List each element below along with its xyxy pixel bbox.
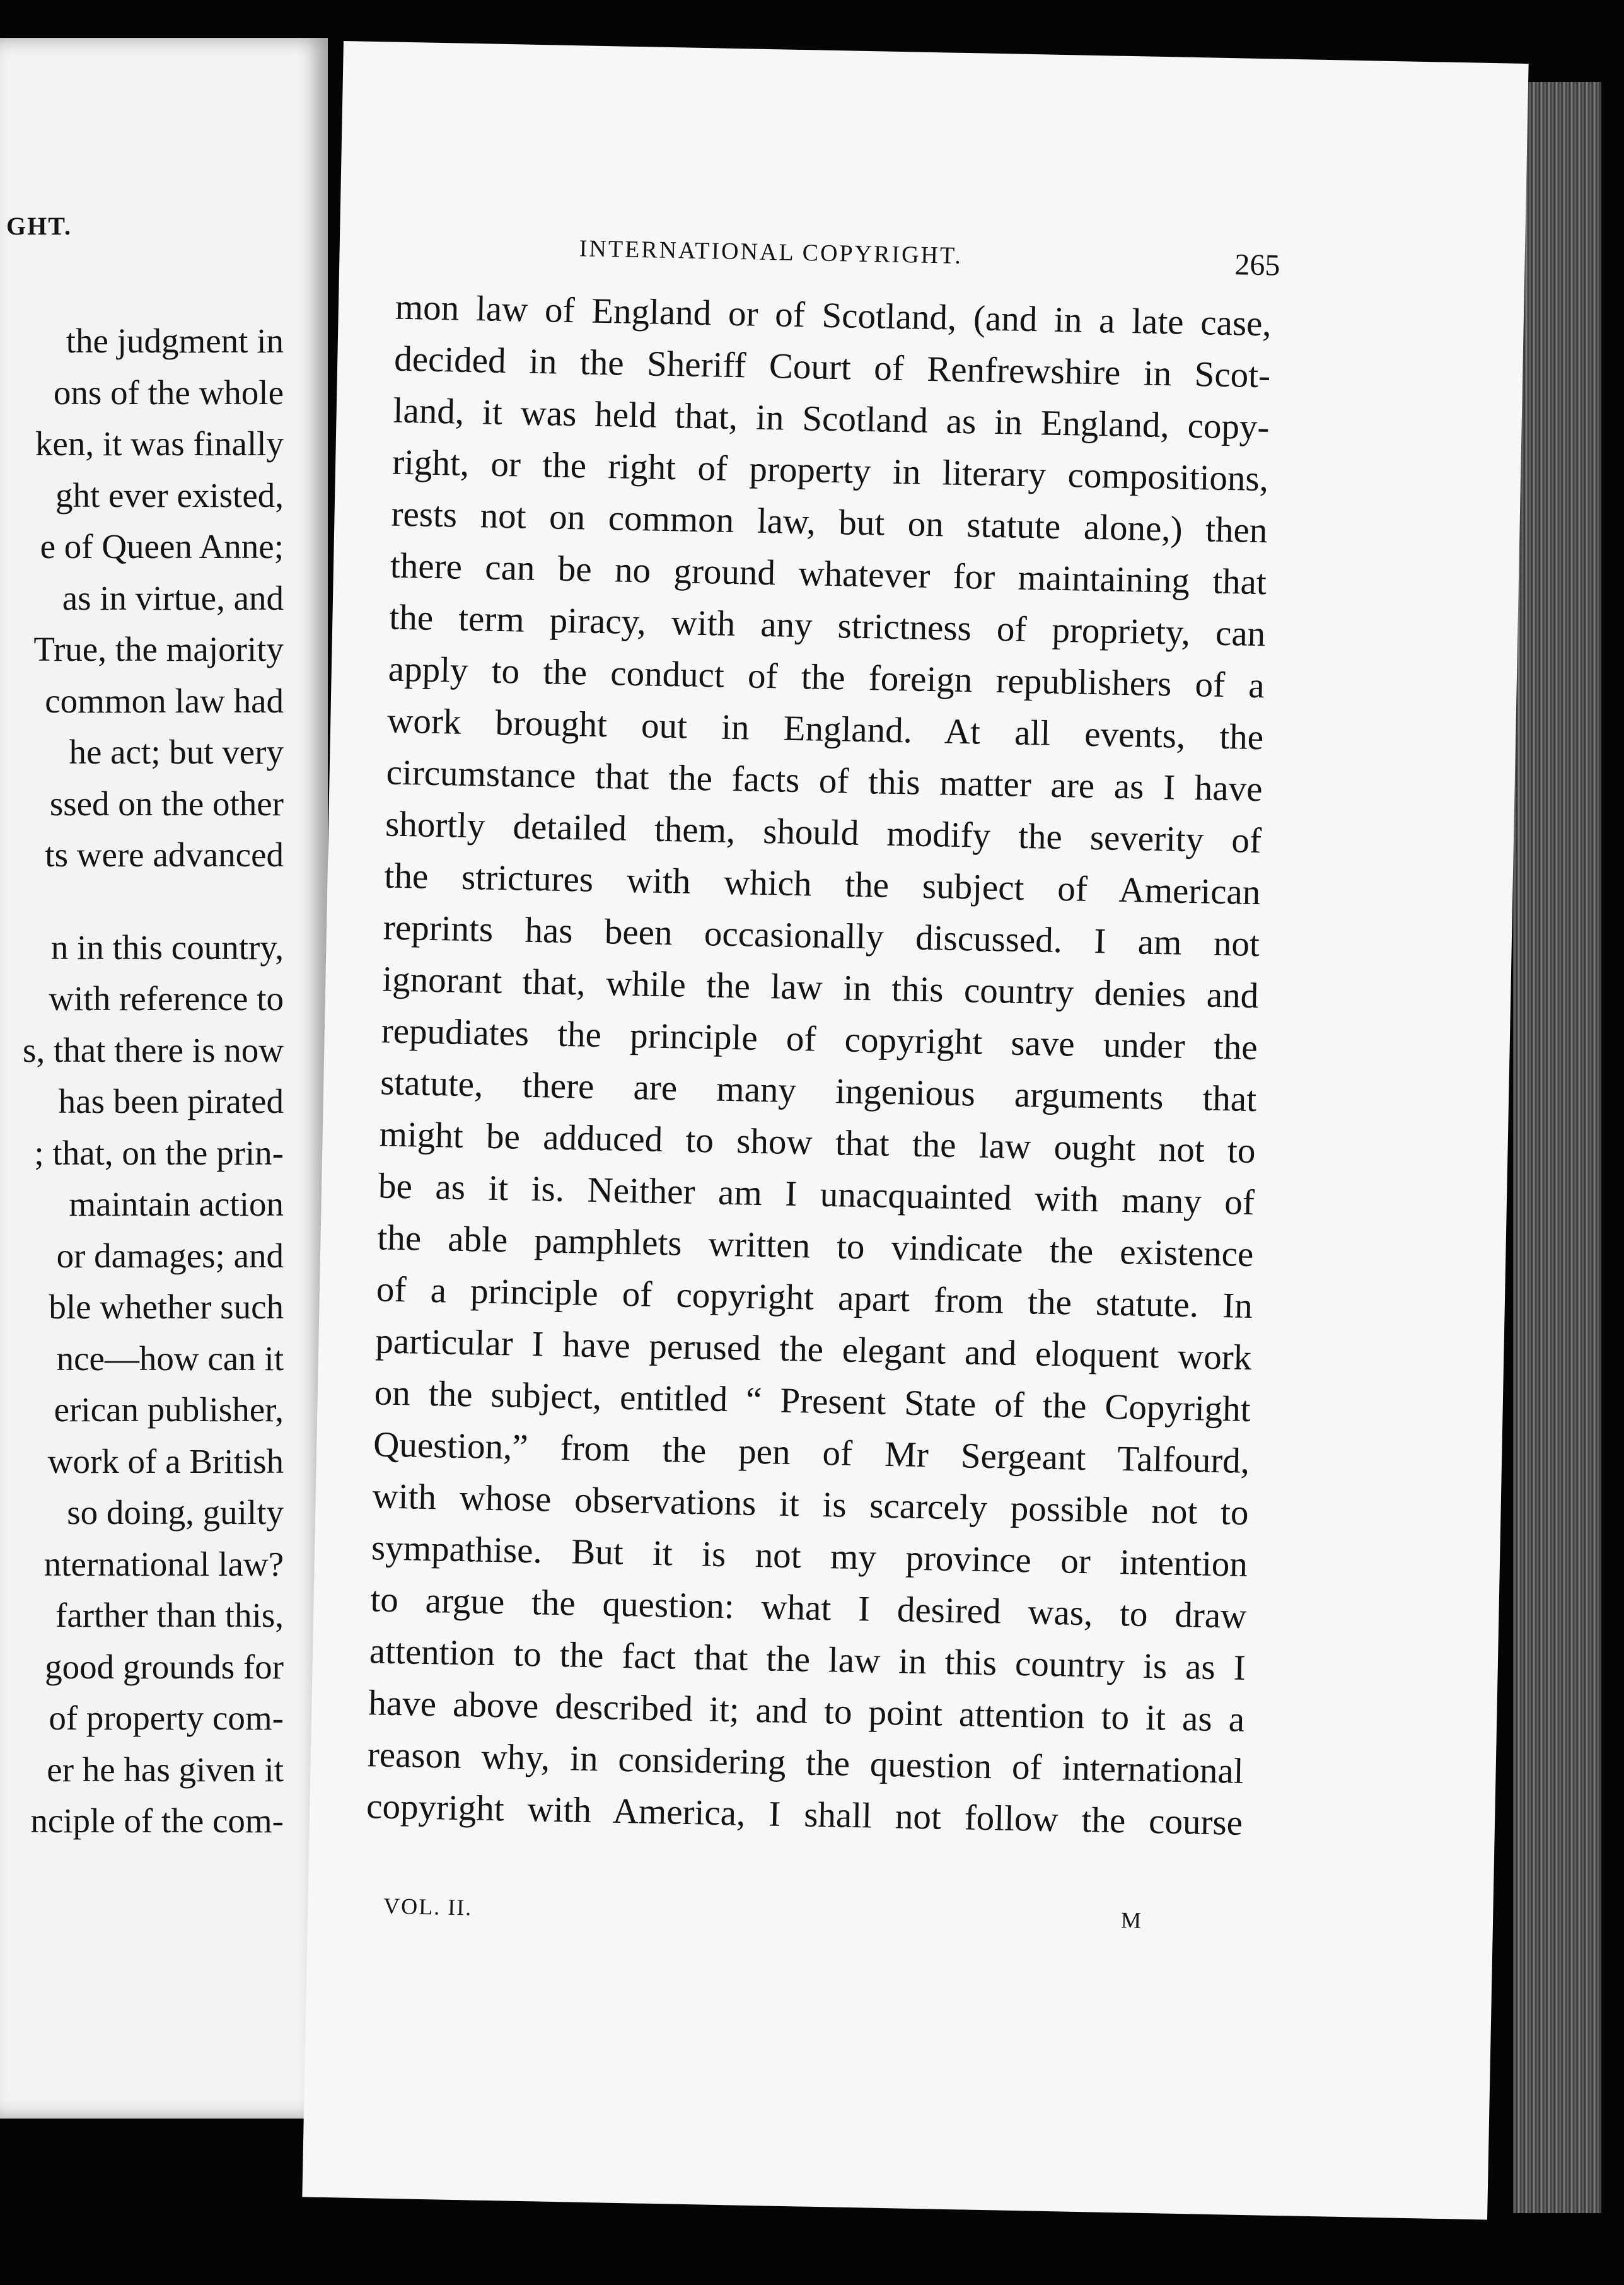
- text-line: circumstance that the facts of this matter are as I have: [386, 752, 1263, 810]
- text-line: statute, there are many ingenious arguments that: [380, 1062, 1257, 1120]
- signature-mark: M: [1120, 1907, 1142, 1933]
- text-line: the strictures with which the subject of American: [383, 856, 1261, 913]
- text-line: nce—how can it: [56, 1339, 284, 1378]
- text-line: Question,” from the pen of Mr Sergeant Talfourd,: [373, 1424, 1250, 1481]
- text-line: erican publisher,: [54, 1390, 284, 1429]
- text-line: with reference to: [49, 979, 284, 1018]
- text-line: on the subject, entitled “ Present State of the Copyright: [374, 1373, 1251, 1430]
- text-line: might be adduced to show that the law ought not to: [379, 1114, 1256, 1172]
- text-line: apply to the conduct of the foreign republishers of a: [388, 649, 1265, 706]
- text-line: work brought out in England. At all events, the: [386, 701, 1264, 758]
- text-line: s, that there is now: [23, 1030, 284, 1069]
- text-line: decided in the Sheriff Court of Renfrewshire in Scot-: [393, 339, 1271, 396]
- text-line: attention to the fact that the law in this country is as I: [369, 1631, 1246, 1688]
- text-line: ght ever existed,: [55, 475, 284, 515]
- text-line: e of Queen Anne;: [40, 527, 284, 566]
- text-line: ; that, on the prin-: [34, 1133, 284, 1172]
- text-line: sympathise. But it is not my province or intention: [371, 1528, 1248, 1584]
- text-line: nciple of the com-: [30, 1801, 284, 1840]
- text-line: with whose observations it is scarcely possible not to: [372, 1476, 1250, 1533]
- text-line: the able pamphlets written to vindicate the existence: [376, 1218, 1254, 1275]
- text-line: there can be no ground whatever for maintaining that: [390, 545, 1267, 603]
- text-line: maintain action: [69, 1185, 284, 1223]
- text-line: ken, it was finally: [35, 424, 284, 463]
- text-line: ble whether such: [49, 1288, 284, 1326]
- text-line: of a principle of copyright apart from the statute. In: [376, 1269, 1253, 1327]
- text-line: repudiates the principle of copyright save under the: [381, 1011, 1258, 1068]
- text-line: the term piracy, with any strictness of propriety, can: [388, 597, 1266, 654]
- text-line: has been pirated: [58, 1082, 284, 1120]
- text-line: land, it was held that, in Scotland as in England, copy-: [393, 390, 1270, 448]
- text-line: True, the majority: [33, 630, 284, 668]
- main-page: [302, 41, 1528, 2219]
- text-line: er he has given it: [47, 1750, 284, 1789]
- text-line: nternational law?: [44, 1544, 284, 1583]
- text-line: the judgment in: [66, 322, 284, 360]
- text-line: good grounds for: [45, 1647, 284, 1686]
- text-line: so doing, guilty: [67, 1493, 284, 1532]
- text-line: have above described it; and to point attention to it as a: [368, 1683, 1245, 1740]
- text-line: rests not on common law, but on statute alone,) then: [391, 494, 1268, 551]
- left-facing-page: [0, 38, 328, 2119]
- page-stack-edge: [1513, 82, 1601, 2213]
- text-line: ssed on the other: [49, 784, 284, 823]
- text-line: shortly detailed them, should modify the severity of: [385, 804, 1262, 861]
- left-page-text: [0, 315, 284, 1847]
- text-line: ons of the whole: [53, 373, 284, 412]
- left-running-head: GHT.: [6, 212, 72, 240]
- text-line: or damages; and: [56, 1236, 284, 1275]
- text-line: right, or the right of property in literary compositions,: [392, 442, 1269, 499]
- text-line: common law had: [45, 681, 284, 720]
- text-line: reason why, in considering the question of international: [367, 1735, 1244, 1791]
- text-line: of property com-: [49, 1699, 284, 1737]
- text-line: farther than this,: [55, 1596, 284, 1634]
- text-line: work of a British: [47, 1441, 284, 1480]
- text-line: reprints has been occasionally discussed. I am not: [383, 907, 1260, 965]
- body-text: [366, 282, 1272, 1849]
- text-line: n in this country,: [50, 927, 284, 967]
- volume-signature: VOL. II.: [383, 1893, 473, 1921]
- text-line: copyright with America, I shall not follow the course: [366, 1786, 1243, 1843]
- text-line: be as it is. Neither am I unacquainted with many of: [378, 1166, 1255, 1223]
- running-head: INTERNATIONAL COPYRIGHT.: [579, 235, 963, 269]
- text-line: ts were advanced: [45, 835, 284, 874]
- text-line: as in virtue, and: [62, 578, 284, 617]
- page-number: 265: [1234, 248, 1280, 282]
- text-line: mon law of England or of Scotland, (and in a late case,: [395, 287, 1272, 344]
- text-line: particular I have perused the elegant and eloquent work: [374, 1321, 1252, 1378]
- text-line: to argue the question: what I desired was, to draw: [369, 1579, 1247, 1636]
- text-line: he act; but very: [69, 733, 284, 771]
- text-line: ignorant that, while the law in this country denies and: [381, 959, 1259, 1016]
